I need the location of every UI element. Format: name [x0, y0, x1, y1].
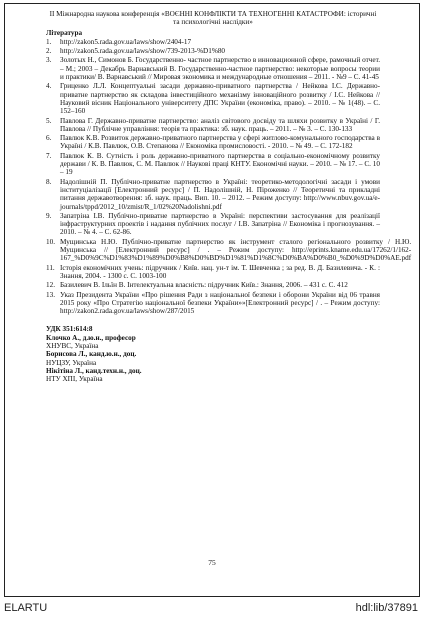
reference-number: 3.	[46, 56, 52, 65]
author-affiliation: НУЦЗУ, Україна	[46, 358, 97, 367]
reference-item	[46, 134, 380, 151]
conference-title: ІІ Міжнародна наукова конференція «ВОЄННІ КОНФЛІКТИ ТА ТЕХНОГЕННІ КАТАСТРОФИ: історичні та психологічні наслідки»	[49, 10, 377, 27]
reference-item	[46, 291, 380, 316]
reference-text: Золотых Н., Симонов Б. Государственно- частное партнерство в инновационной сфере, рамочный отчет. – М.; 2003 – Декабрь Варнавський В. Государственно-частное партнерство: некоторые вопросы теории и практики/ В. Варнавський // Мировая экономика и международные отношения – 2011. - №9 – С. 41-45	[60, 56, 380, 82]
reference-item	[46, 47, 380, 55]
reference-text: Мущинська Н.Ю. Публічно-приватне партнерство як інструмент сталого регіонального розвитку / Н.Ю. Мущинська // [Електронний ресурс] / . – Режим доступу: http://eprints.kname.edu.ua/17262/1/162-167_%D0%9C%D1%83%D1%89%D0%B8%D0%BD%D1%81%D1%8C%D0%BA%D0%B0_%D0%9D%D0%AE.pdf	[60, 237, 412, 263]
reference-item	[46, 152, 380, 177]
reference-item	[46, 237, 412, 263]
author-name: Нікітіна Л., канд.техн.н., доц.	[46, 366, 142, 375]
reference-text: Базилевич В. Ільїн В. Інтелектуальна власність: підручник Київ.: Знання, 2006. – 431 с. С. 412	[60, 281, 348, 290]
reference-number: 2.	[46, 47, 52, 56]
reference-item	[46, 264, 380, 281]
reference-number: 9.	[46, 211, 52, 220]
reference-number: 8.	[46, 177, 52, 186]
reference-item	[46, 212, 380, 237]
footer-handle-link[interactable]: hdl:lib/37891	[355, 602, 418, 614]
author-affiliation: НТУ ХПІ, Україна	[46, 375, 103, 384]
reference-text: Надолішній П. Публічно-приватне партнерство в Україні: теоретико-методологічні засади і умови інституціалізації [Електронний ресурс] / П. Надолішній, Н. Піроженко // Теоретичні та прикладні питання державотворення: зб. наук. праць. Вип. 10. – 2012. – Режим доступу: http://www.nbuv.gov.ua/e-journals/tppd/2012_10/zmist/R_1/02%20Nadolishni.pdf	[60, 177, 380, 211]
reference-text: Запатріна І.В. Публічно-приватне партнерство в Україні: перспективи застосування для реалізації інфраструктурних проектів і надання публічних послуг / І.В. Запатріна // Економіка і прогнозування. – 2010. – № 4. – С. 62-86.	[60, 211, 380, 237]
reference-text: Павлюк К. В. Сутність і роль державно-приватного партнерства в соціально-економічному розвитку держави / К. В. Павлюк, С. М. Павлюк // Наукові праці КНТУ. Економічні науки. – 2010. – № 17. – С. 10 – 19	[60, 151, 380, 177]
reference-item	[46, 117, 380, 134]
reference-number: 6.	[46, 134, 52, 143]
reference-text: http://zakon5.rada.gov.ua/laws/show/739-2013-%D1%80	[60, 47, 226, 56]
reference-text: Павлюк К.В. Розвиток державно-приватного партнерства у сфері житлово-комунального господарства в Україні / К.В. Павлюк, О.В. Степанова // Економіка промисловості. - 2010. – № 49. – С. 172-182	[60, 134, 380, 151]
document-page	[46, 10, 412, 384]
reference-number: 5.	[46, 116, 52, 125]
reference-text: http://zakon5.rada.gov.ua/laws/show/2404-17	[60, 37, 192, 46]
literature-heading: Література	[46, 28, 83, 37]
reference-number: 7.	[46, 151, 52, 160]
reference-item	[46, 82, 380, 115]
reference-item	[46, 178, 380, 211]
reference-number: 1.	[46, 37, 52, 46]
reference-item	[46, 56, 380, 81]
udc-code: УДК 351:614:8	[46, 325, 93, 334]
reference-text: Указ Президента України «Про рішення Ради з національної безпеки і оборони України від 06 травня 2015 року «Про Стратегію національної безпеки України»»[Електронний ресурс] / . – Режим доступу: http://zakon2.rada.gov.ua/laws/show/287/2015	[60, 290, 380, 316]
author-block	[46, 334, 380, 384]
author-name: Клочко А., д.ю.н., професор	[46, 333, 136, 342]
author-name: Борисова Л., канд.ю.н., доц.	[46, 350, 137, 359]
footer-bar	[0, 597, 424, 620]
footer-repository-label: ELARTU	[4, 602, 48, 614]
page-number: 75	[208, 558, 216, 567]
reference-number: 12.	[46, 281, 55, 290]
reference-number: 4.	[46, 82, 52, 91]
reference-text: Гриценко Л.Л. Концептуальні засади державно-приватного партнерства / Нейкова І.С. Державно-приватне партнерство як складова інвестиційного механізму інноваційного розвитку / І.С. Нейкова // Науковий вісник Національного університету ДПС України (економіка, право). – 2010. – № 1(48). – С. 152–160	[60, 82, 380, 116]
reference-item	[46, 281, 380, 289]
reference-number: 13.	[46, 290, 55, 299]
reference-text: Історія економічних учень: підручник / Київ. нац. ун-т ім. Т. Шевченка ; за ред. В. Д. Базилевича. - К. : Знання, 2004. - 1300 с. С. 1003-100	[60, 263, 380, 280]
reference-number: 10.	[46, 237, 55, 246]
author-affiliation: ХНУВС, Україна	[46, 341, 99, 350]
reference-list	[46, 37, 412, 316]
reference-number: 11.	[46, 263, 55, 272]
reference-item	[46, 38, 380, 46]
reference-text: Павлова Г. Державно-приватне партнерство: аналіз світового досвіду та шляхи розвитку в Україні / Г. Павлова // Публічне управління: теорія та практика: зб. наук. праць. – 2011. – № 3. – С. 130-133	[60, 116, 380, 133]
